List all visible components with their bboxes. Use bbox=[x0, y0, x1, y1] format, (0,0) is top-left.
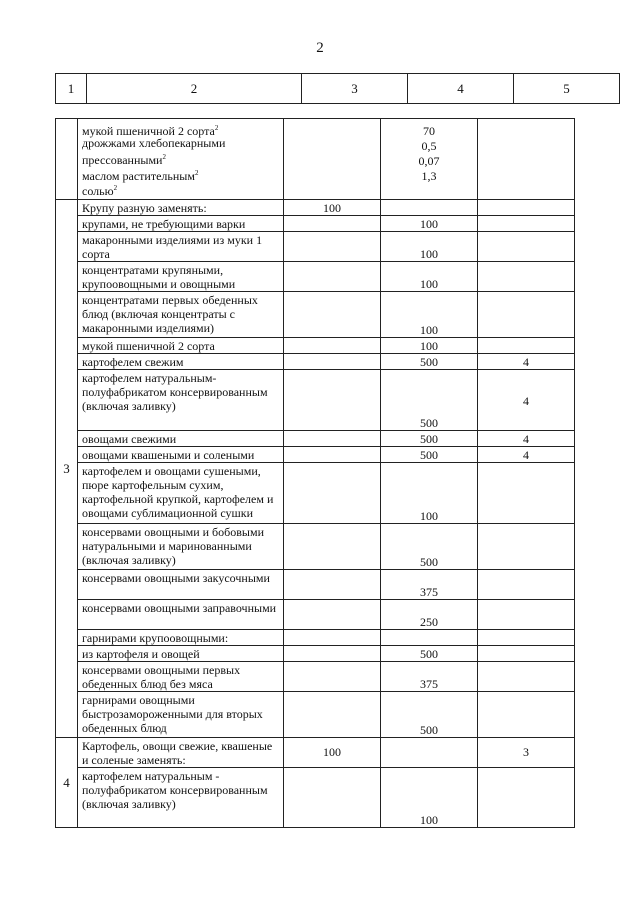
row-col5: 4 bbox=[478, 447, 575, 463]
row-text: из картофеля и овощей bbox=[78, 646, 284, 662]
table-row bbox=[56, 292, 575, 338]
row-text: крупами, не требующими варки bbox=[78, 216, 284, 232]
empty-cell bbox=[478, 200, 575, 216]
empty-cell bbox=[284, 292, 381, 338]
group2-col3-cell bbox=[284, 119, 381, 200]
group4-title-col5: 3 bbox=[478, 738, 575, 768]
empty-cell bbox=[284, 600, 381, 630]
table-row bbox=[56, 354, 575, 370]
row-col5 bbox=[478, 216, 575, 232]
row-text: консервами овощными заправочными bbox=[78, 600, 284, 630]
row-text: консервами овощными и бобовыми натуральными и маринованными (включая заливку) bbox=[78, 524, 284, 570]
group2-col5-cell bbox=[478, 119, 575, 200]
row-col4: 500 bbox=[381, 370, 478, 431]
row-text: концентратами первых обеденных блюд (включая концентраты с макаронными изделиями) bbox=[78, 292, 284, 338]
value: 0,07 bbox=[418, 154, 440, 168]
list-item: мукой пшеничной 2 сорта$^2$ bbox=[82, 124, 219, 138]
group3-number: 3 bbox=[56, 200, 78, 738]
row-text: картофелем натуральным - полуфабрикатом консервированным (включая заливку) bbox=[78, 768, 284, 828]
row-col4: 375 bbox=[381, 662, 478, 692]
row-text: картофелем и овощами сушеными, пюре картофельным сухим, картофельной крупкой, картофелем и овощами сублимационной сушки bbox=[78, 463, 284, 524]
list-item: маслом растительным$^2$ bbox=[82, 169, 199, 183]
row-col4: 250 bbox=[381, 600, 478, 630]
row-col4: 100 bbox=[381, 338, 478, 354]
table-row-group2-items bbox=[56, 119, 575, 200]
column-header-2: 2 bbox=[87, 74, 302, 104]
row-col4: 500 bbox=[381, 431, 478, 447]
table-row bbox=[56, 600, 575, 630]
norms-table bbox=[55, 118, 575, 828]
row-col4: 100 bbox=[381, 463, 478, 524]
empty-cell bbox=[284, 662, 381, 692]
row-text: мукой пшеничной 2 сорта bbox=[78, 338, 284, 354]
row-col4: 100 bbox=[381, 292, 478, 338]
table-row bbox=[56, 200, 575, 216]
row-text: консервами овощными первых обеденных блюд без мяса bbox=[78, 662, 284, 692]
column-header-table bbox=[55, 73, 620, 104]
row-col5 bbox=[478, 262, 575, 292]
list-item: солью$^2$ bbox=[82, 184, 118, 198]
row-col4: 500 bbox=[381, 692, 478, 738]
row-col5: 4 bbox=[478, 370, 575, 431]
row-col4 bbox=[381, 630, 478, 646]
empty-cell bbox=[284, 646, 381, 662]
row-col4: 500 bbox=[381, 646, 478, 662]
row-text: гарнирами овощными быстрозамороженными для вторых обеденных блюд bbox=[78, 692, 284, 738]
row-col4: 100 bbox=[381, 768, 478, 828]
table-row bbox=[56, 738, 575, 768]
row-col4: 100 bbox=[381, 262, 478, 292]
row-col5 bbox=[478, 463, 575, 524]
row-col5 bbox=[478, 570, 575, 600]
column-header-3: 3 bbox=[302, 74, 408, 104]
row-col4: 375 bbox=[381, 570, 478, 600]
group4-title-col3: 100 bbox=[284, 738, 381, 768]
table-row bbox=[56, 338, 575, 354]
row-col5 bbox=[478, 692, 575, 738]
empty-cell bbox=[284, 692, 381, 738]
group2-items-cell bbox=[78, 119, 284, 200]
row-col4: 100 bbox=[381, 216, 478, 232]
column-header-5: 5 bbox=[514, 74, 620, 104]
empty-cell bbox=[284, 216, 381, 232]
row-text: овощами свежими bbox=[78, 431, 284, 447]
table-row bbox=[56, 524, 575, 570]
group2-number-cell bbox=[56, 119, 78, 200]
row-col4: 500 bbox=[381, 524, 478, 570]
row-text: концентратами крупяными, крупоовощными и овощными bbox=[78, 262, 284, 292]
table-row bbox=[56, 570, 575, 600]
table-row bbox=[56, 370, 575, 431]
column-header-4: 4 bbox=[408, 74, 514, 104]
table-row bbox=[56, 232, 575, 262]
row-col4: 100 bbox=[381, 232, 478, 262]
table-row bbox=[56, 646, 575, 662]
table-row bbox=[56, 662, 575, 692]
empty-cell bbox=[284, 630, 381, 646]
empty-cell bbox=[284, 370, 381, 431]
empty-cell bbox=[284, 354, 381, 370]
group4-title: Картофель, овощи свежие, квашеные и соленые заменять: bbox=[78, 738, 284, 768]
row-text: консервами овощными закусочными bbox=[78, 570, 284, 600]
row-col5 bbox=[478, 338, 575, 354]
empty-cell bbox=[284, 570, 381, 600]
empty-cell bbox=[284, 232, 381, 262]
value: 70 bbox=[423, 124, 435, 138]
row-col5 bbox=[478, 646, 575, 662]
row-col5 bbox=[478, 524, 575, 570]
table-row bbox=[56, 768, 575, 828]
empty-cell bbox=[284, 524, 381, 570]
column-header-row bbox=[56, 74, 620, 104]
table-row bbox=[56, 216, 575, 232]
value: 1,3 bbox=[421, 169, 437, 183]
group2-values-cell bbox=[381, 119, 478, 200]
empty-cell bbox=[284, 431, 381, 447]
group3-title: Крупу разную заменять: bbox=[78, 200, 284, 216]
row-text: овощами квашеными и солеными bbox=[78, 447, 284, 463]
row-col5 bbox=[478, 662, 575, 692]
column-header-1: 1 bbox=[56, 74, 87, 104]
row-text: гарнирами крупоовощными: bbox=[78, 630, 284, 646]
group4-number: 4 bbox=[56, 738, 78, 828]
row-col5 bbox=[478, 768, 575, 828]
row-col4: 500 bbox=[381, 354, 478, 370]
empty-cell bbox=[381, 200, 478, 216]
empty-cell bbox=[284, 463, 381, 524]
row-text: макаронными изделиями из муки 1 сорта bbox=[78, 232, 284, 262]
row-col5 bbox=[478, 600, 575, 630]
list-item: дрожжами хлебопекарными прессованными$^2$ bbox=[82, 136, 226, 167]
table-row bbox=[56, 630, 575, 646]
empty-cell bbox=[284, 447, 381, 463]
row-col5 bbox=[478, 292, 575, 338]
empty-cell bbox=[284, 262, 381, 292]
row-col5: 4 bbox=[478, 354, 575, 370]
row-col5: 4 bbox=[478, 431, 575, 447]
row-col4: 500 bbox=[381, 447, 478, 463]
group3-title-col3: 100 bbox=[284, 200, 381, 216]
row-text: картофелем свежим bbox=[78, 354, 284, 370]
row-text: картофелем натуральным-полуфабрикатом консервированным (включая заливку) bbox=[78, 370, 284, 431]
row-col5 bbox=[478, 232, 575, 262]
row-col5 bbox=[478, 630, 575, 646]
table-row bbox=[56, 262, 575, 292]
empty-cell bbox=[284, 338, 381, 354]
table-row bbox=[56, 447, 575, 463]
empty-cell bbox=[284, 768, 381, 828]
table-row bbox=[56, 431, 575, 447]
page-number: 2 bbox=[316, 40, 324, 56]
table-row bbox=[56, 463, 575, 524]
value: 0,5 bbox=[421, 139, 437, 153]
empty-cell bbox=[381, 738, 478, 768]
table-row bbox=[56, 692, 575, 738]
